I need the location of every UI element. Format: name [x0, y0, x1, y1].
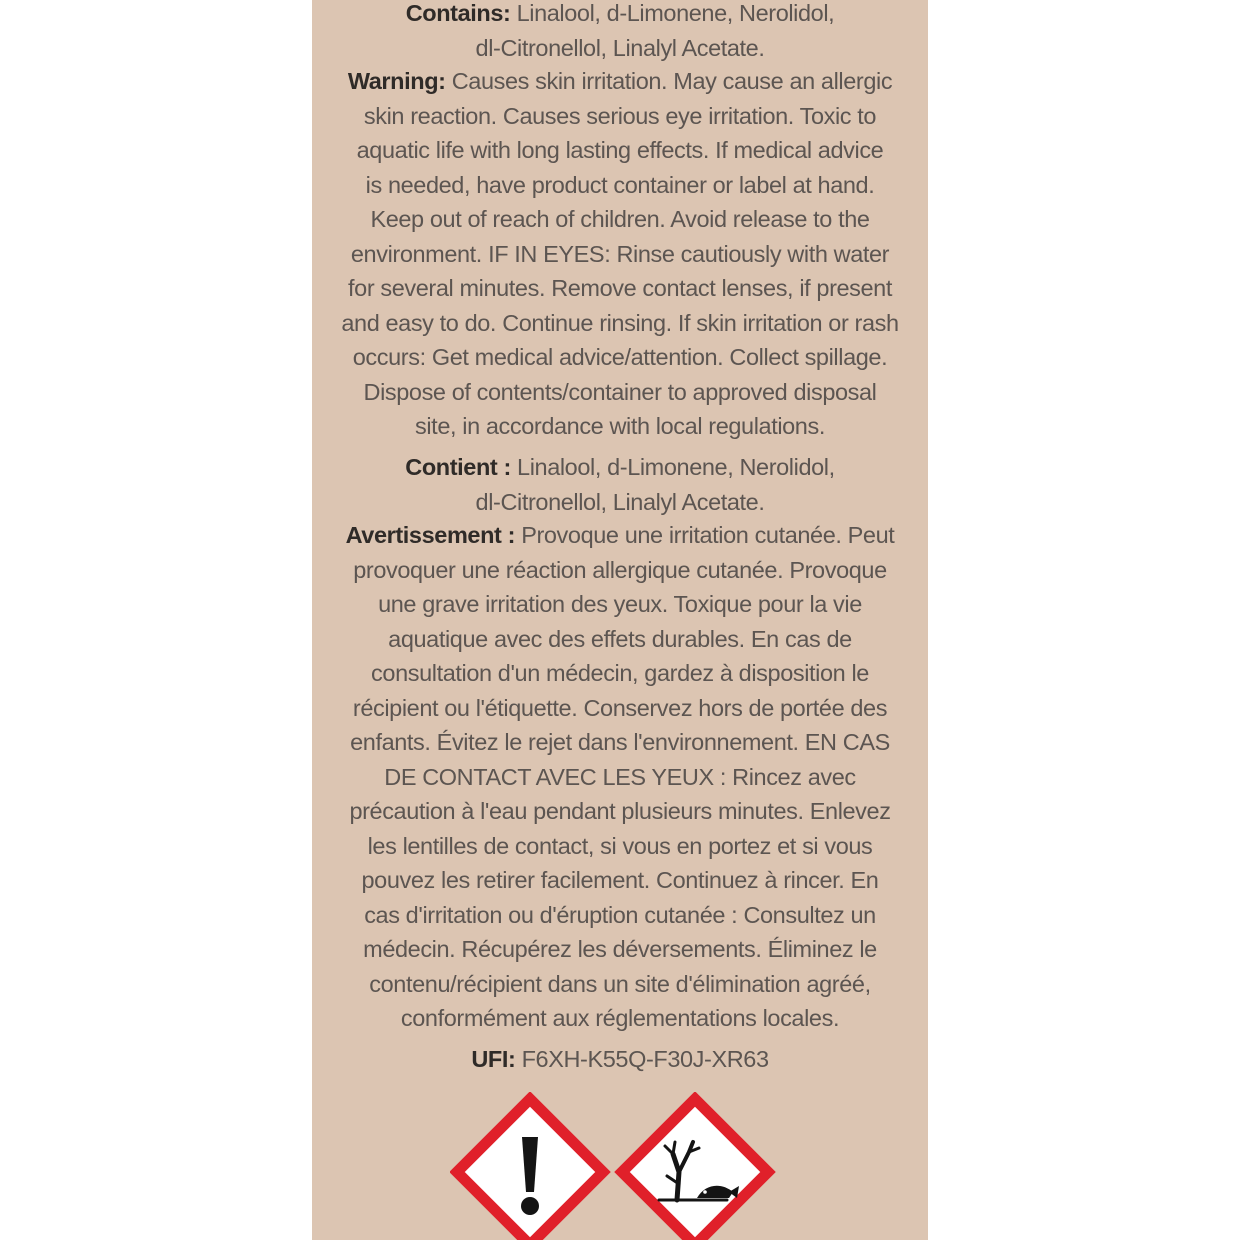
warning-en-text: Keep out of reach of children. Avoid release to the — [370, 206, 870, 232]
warning-en-text: and easy to do. Continue rinsing. If skin irritation or rash — [341, 309, 899, 336]
warning-en-text: for several minutes. Remove contact lenses, if present — [348, 275, 892, 301]
warning-fr-text: conformément aux réglementations locales. — [400, 1005, 840, 1031]
warning-fr-text: médecin. Récupérez les déversements. Éliminez le — [363, 936, 877, 962]
contains-en-label: Contains: — [405, 0, 511, 26]
warning-en-text: skin reaction. Causes serious eye irritation. Toxic to — [363, 102, 877, 129]
warning-fr-text: contenu/récipient dans un site d'élimination agréé, — [369, 970, 871, 997]
warning-fr-text: récipient ou l'étiquette. Conservez hors de portée des — [352, 694, 888, 721]
warning-fr-text: pouvez les retirer facilement. Continuez à rincer. En — [361, 867, 879, 893]
warning-en-text: occurs: Get medical advice/attention. Collect spillage. — [352, 344, 888, 370]
warning-en-text: Causes skin irritation. May cause an allergic — [451, 68, 893, 94]
warning-fr-text: DE CONTACT AVEC LES YEUX : Rincez avec — [384, 763, 856, 790]
warning-fr-label: Avertissement : — [345, 522, 516, 548]
contains-en-text: dl-Citronellol, Linalyl Acetate. — [475, 34, 765, 61]
warning-en-text: is needed, have product container or label at hand. — [365, 171, 875, 198]
warning-fr-text: précaution à l'eau pendant plusieurs minutes. Enlevez — [349, 798, 891, 824]
environment-hazard-icon — [622, 1099, 768, 1240]
ufi-code: F6XH-K55Q-F30J-XR63 — [521, 1046, 769, 1072]
warning-en-text: site, in accordance with local regulations. — [415, 413, 825, 439]
contains-fr-text: dl-Citronellol, Linalyl Acetate. — [475, 488, 765, 515]
hazard-pictograms — [450, 1092, 780, 1240]
contains-fr-section — [320, 450, 920, 519]
warning-fr-section — [320, 518, 920, 1036]
contains-fr-label: Contient : — [405, 454, 511, 480]
contains-en-section — [320, 0, 920, 65]
warning-fr-text: Provoque une irritation cutanée. Peut — [521, 522, 895, 548]
warning-en-text: Dispose of contents/container to approved disposal — [363, 378, 877, 405]
product-label-panel — [312, 0, 928, 1240]
exclamation-mark-hazard-icon — [457, 1099, 603, 1240]
contains-fr-text: Linalool, d-Limonene, Nerolidol, — [517, 454, 835, 480]
warning-fr-text: cas d'irritation ou d'éruption cutanée : Consultez un — [364, 901, 876, 928]
warning-fr-text: les lentilles de contact, si vous en portez et si vous — [367, 832, 873, 859]
warning-fr-text: une grave irritation des yeux. Toxique pour la vie — [378, 591, 862, 617]
warning-en-section — [320, 64, 920, 444]
ufi-code-line — [320, 1042, 920, 1077]
warning-fr-text: aquatique avec des effets durables. En cas de — [388, 625, 852, 652]
warning-en-text: aquatic life with long lasting effects. If medical advice — [356, 137, 884, 163]
warning-fr-text: consultation d'un médecin, gardez à disposition le — [371, 660, 869, 686]
warning-en-label: Warning: — [347, 68, 446, 94]
warning-fr-text: provoquer une réaction allergique cutanée. Provoque — [353, 556, 887, 583]
ufi-label: UFI: — [471, 1046, 516, 1072]
contains-en-text: Linalool, d-Limonene, Nerolidol, — [516, 0, 835, 26]
warning-en-text: environment. IF IN EYES: Rinse cautiously with water — [350, 240, 890, 267]
warning-fr-text: enfants. Évitez le rejet dans l'environnement. EN CAS — [350, 729, 890, 755]
